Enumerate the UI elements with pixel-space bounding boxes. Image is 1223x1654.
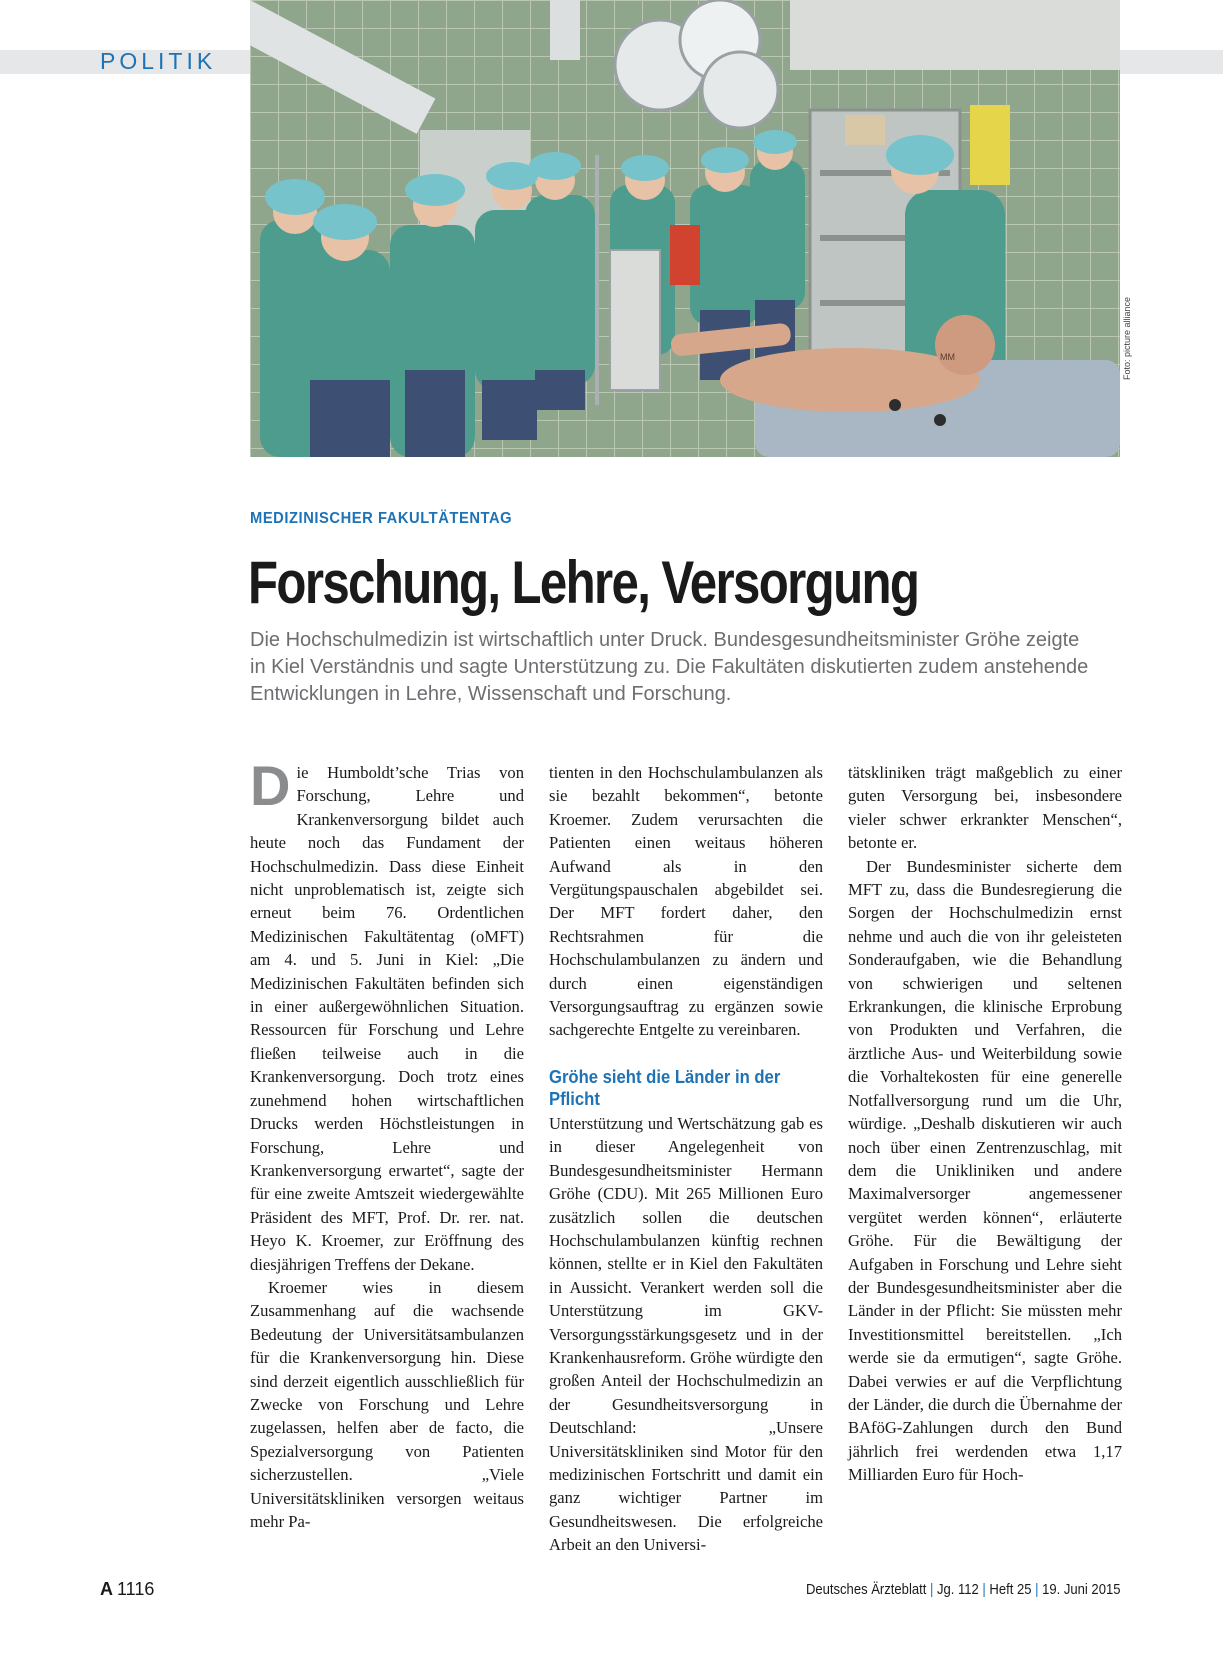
drop-cap: D [250,754,291,817]
journal-name: Deutsches Ärzteblatt [805,1582,926,1598]
page-number [100,1579,154,1600]
article-lead: Die Hochschulmedizin ist wirtschaftlich unter Druck. Bundesgesundheitsminister Gröhe zeigte in Kiel Verständnis und sagte Unterstützung zu. Die Fakultäten diskutierten zudem anstehende Entwicklungen in Lehre, Wissenschaft und Forschung. [250,629,1089,705]
photo-credit: Foto: picture alliance [1122,296,1132,380]
paragraph-5: tätskliniken trägt maßgeblich zu einer guten Versorgung bei, insbesondere vieler schwer erkrankter Menschen“, betonte er. [848,763,1122,853]
separator: | [1034,1582,1039,1598]
paragraph-1 [250,754,524,1276]
page-number-value: 1116 [117,1579,155,1599]
paragraph-4: Unterstützung und Wertschätzung gab es in dieser Angelegenheit von Bundesgesundheitsminister Hermann Gröhe (CDU). Mit 265 Millionen Euro zusätzlich sollen die deutschen Hochschulambulanzen künftig rechnen können, stellte er in Kiel den Fakultäten in Aussicht. Verankert werden soll die Unterstützung im GKV-Versorgungsstärkungsgesetz und in der Krankenhausreform. Gröhe würdigte den großen Anteil der Hochschulmedizin an der Gesundheitsversorgung in Deutschland: „Unsere Universitätskliniken sind Motor für den medizinischen Fortschritt und damit ein ganz wichtiger Partner im Gesundheitswesen. Die erfolgreiche Arbeit an den Universi- [549,1113,823,1555]
journal-issue: Heft 25 [988,1582,1032,1598]
section-bar-right [1120,50,1223,74]
mannequin-label: MM [940,352,955,362]
section-label: POLITIK [100,48,217,74]
paragraph-2: Kroemer wies in diesem Zusammenhang auf die wachsende Bedeutung der Universitätsambulanzen für die Krankenversorgung hin. Diese sind derzeit eigentlich ausschließlich für Zwecke von Forschung und Lehre zugelassen, helfen aber de facto, die Spezialversorgung von Patienten sicherzustellen. „Viele Universitätskliniken versorgen weitaus mehr Pa- [250,1277,524,1531]
separator: | [929,1582,933,1598]
paragraph-3: tienten in den Hochschulambulanzen als sie bezahlt bekommen“, betonte Kroemer. Zudem verursachten die Patienten einen weitaus höheren Aufwand als in den Vergütungspauschalen abgebildet sei. Der MFT fordert daher, den Rechtsrahmen für die Hochschulambulanzen zu ändern und durch einen eigenständigen Versorgungsauftrag zu ergänzen sowie sachgerechte Entgelte zu vereinbaren. [549,763,823,1040]
article-subhead: Gröhe sieht die Länder in der Pflicht [549,1065,781,1109]
journal-info [805,1582,1120,1598]
article-column-2 [549,761,823,1557]
article-column-1 [250,754,524,1533]
article-photo [250,0,1120,457]
page-prefix: A [100,1579,113,1599]
article-column-3 [848,761,1122,1487]
article-headline: Forschung, Lehre, Versorgung [248,549,919,616]
article-kicker: MEDIZINISCHER FAKULTÄTENTAG [250,510,513,527]
journal-date: 19. Juni 2015 [1041,1582,1120,1598]
paragraph-6: Der Bundesminister sicherte dem MFT zu, dass die Bundesregierung die Sorgen der Hochschulmedizin ernst nehme und auch die von ihr geleisteten Sonderaufgaben, wie die Behandlung von schwierigen und seltenen Erkrankungen, die klinische Erprobung von Produkten und Verfahren, die ärztliche Aus- und Weiterbildung sowie die Vorhaltekosten für eine generelle Notfallversorgung rund um die Uhr, würdige. „Deshalb diskutieren wir auch noch über einen Zentrenzuschlag, mit dem die Unikliniken und andere Maximalversorger angemessener vergütet werden können“, erläuterte Gröhe. Für die Bewältigung der Aufgaben in Forschung und Lehre sieht der Bundesgesundheitsminister aber die Länder in der Pflicht: Sie müssten mehr Investitionsmittel bereitstellen. „Ich werde sie da ermutigen“, sagte Gröhe. Dabei verwies er auf die Verpflichtung der Länder, die durch die Übernahme der BAföG-Zahlungen durch den Bund jährlich frei werdenden etwa 1,17 Milliarden Euro für Hoch- [848,856,1122,1485]
separator: | [981,1582,986,1598]
paragraph-1-text: ie Humboldt’sche Trias von Forschung, Lehre und Krankenversorgung bildet auch heute noch das Fundament der Hochschulmedizin. Dass diese Einheit nicht unproblematisch ist, zeigte sich erneut beim 76. Ordentlichen Medizinischen Fakultätentag (oMFT) am 4. und 5. Juni in Kiel: „Die Medizinischen Fakultäten befinden sich in einer außergewöhnlichen Situation. Ressourcen für Forschung und Lehre fließen teilweise auch in die Krankenversorgung. Doch trotz eines zunehmend hohen wirtschaftlichen Drucks werden Höchstleistungen in Forschung, Lehre und Krankenversorgung erwartet“, sagte der für eine zweite Amtszeit wiedergewählte Präsident des MFT, Prof. Dr. rer. nat. Heyo K. Kroemer, zur Eröffnung des diesjährigen Treffens der Dekane. [250,763,524,1274]
journal-volume: Jg. 112 [936,1582,979,1598]
